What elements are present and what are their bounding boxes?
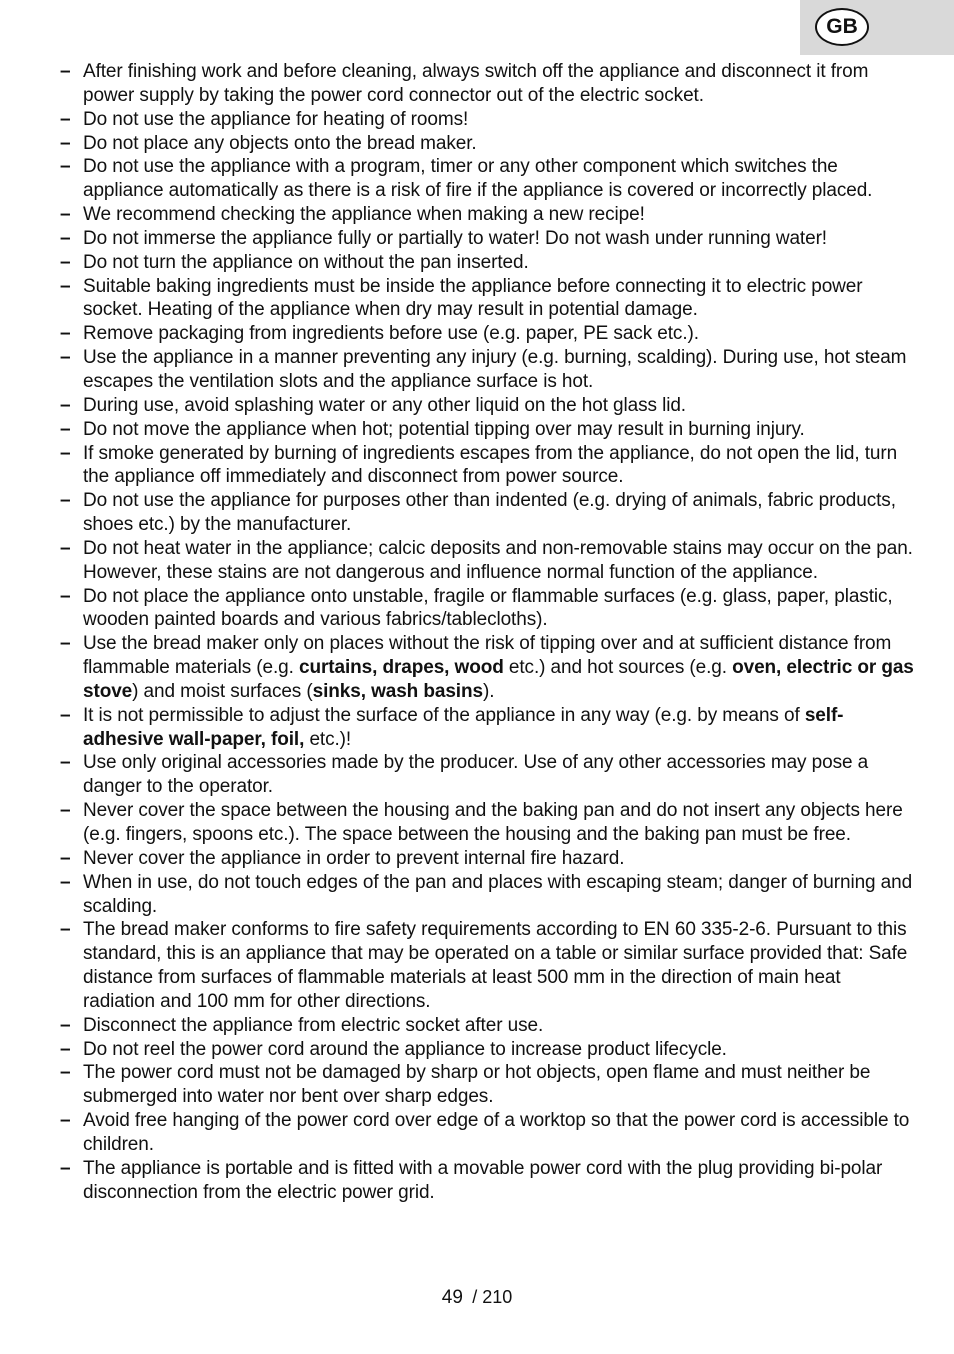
- bullet-dash: –: [60, 704, 71, 726]
- bold-text: curtains, drapes, wood: [298, 657, 504, 679]
- list-item: [60, 60, 916, 108]
- list-item: [60, 1061, 916, 1109]
- list-item: [60, 1014, 916, 1038]
- bullet-dash: –: [60, 1157, 71, 1179]
- item-text: Do not reel the power cord around the appliance to increase product lifecycle.: [83, 1038, 727, 1060]
- page-number: [0, 1285, 954, 1310]
- bullet-dash: –: [60, 537, 71, 559]
- list-item: [60, 418, 916, 442]
- total-pages: / 210: [472, 1287, 513, 1307]
- bullet-dash: –: [60, 1014, 71, 1036]
- list-item: [60, 871, 916, 919]
- item-text: After finishing work and before cleaning, always switch off the appliance and disconnect it from power supply by taking the power cord connector out of the electric socket.: [83, 61, 869, 106]
- list-item: [60, 1157, 916, 1205]
- language-tab: [800, 0, 954, 55]
- bullet-dash: –: [60, 204, 71, 226]
- item-text: Do not place the appliance onto unstable, fragile or flammable surfaces (e.g. glass, paper, plastic, wooden painted boards and various fabrics/tablecloths).: [83, 585, 893, 631]
- item-text: It is not permissible to adjust the surface of the appliance in any way (e.g. by means of: [83, 704, 805, 726]
- list-item: [60, 227, 916, 251]
- bold-text: oven, electric or gas stove: [83, 657, 914, 702]
- bullet-dash: –: [60, 156, 71, 178]
- list-item: [60, 155, 916, 203]
- language-badge: GB: [815, 8, 869, 46]
- item-text: Avoid free hanging of the power cord over edge of a worktop so that the power cord is accessible to children.: [83, 1110, 910, 1155]
- list-item: [60, 108, 916, 132]
- bullet-dash: –: [60, 442, 71, 464]
- bullet-dash: –: [60, 275, 71, 297]
- item-text: Do not heat water in the appliance; calcic deposits and non-removable stains may occur on the pan. However, these stains are not dangerous and influence normal function of the appliance.: [83, 537, 913, 583]
- item-text: Disconnect the appliance from electric socket after use.: [83, 1014, 544, 1036]
- bold-text: self-adhesive wall-paper, foil,: [83, 704, 844, 750]
- list-item: [60, 751, 916, 799]
- item-text: Do not turn the appliance on without the pan inserted.: [83, 251, 529, 273]
- bullet-dash: –: [60, 61, 71, 82]
- item-text: etc.)!: [304, 728, 352, 750]
- bullet-dash: –: [60, 919, 71, 941]
- bullet-dash: –: [60, 418, 71, 440]
- item-text: When in use, do not touch edges of the pan and places with escaping steam; danger of burning and scalding.: [83, 871, 913, 917]
- safety-instructions-list: [60, 60, 916, 1205]
- item-text: ) and moist surfaces (: [132, 680, 313, 702]
- bullet-dash: –: [60, 394, 71, 416]
- bullet-dash: –: [60, 1062, 71, 1084]
- list-item: [60, 346, 916, 394]
- bold-text: sinks, wash basins: [312, 680, 483, 702]
- list-item: [60, 704, 916, 752]
- item-text: Do not immerse the appliance fully or partially to water! Do not wash under running water!: [83, 227, 827, 249]
- item-text: Never cover the space between the housing and the baking pan and do not insert any objects here (e.g. fingers, spoons etc.). The space between the housing and the baking pan must be free.: [83, 800, 903, 845]
- list-item: [60, 442, 916, 490]
- list-item: [60, 275, 916, 323]
- bullet-dash: –: [60, 871, 71, 893]
- bullet-dash: –: [60, 323, 71, 345]
- bullet-dash: –: [60, 1038, 71, 1060]
- list-item: [60, 537, 916, 585]
- item-text: Suitable baking ingredients must be inside the appliance before connecting it to electric power socket. Heating of the appliance when dry may result in potential damage.: [83, 275, 863, 321]
- item-text: Do not place any objects onto the bread maker.: [83, 132, 477, 154]
- bullet-dash: –: [60, 800, 71, 822]
- item-text: etc.) and hot sources (e.g.: [503, 657, 733, 679]
- current-page: 49: [441, 1287, 463, 1308]
- bullet-dash: –: [60, 490, 71, 512]
- list-item: [60, 1109, 916, 1157]
- item-text: If smoke generated by burning of ingredients escapes from the appliance, do not open the lid, turn the appliance off immediately and disconnect from power source.: [83, 442, 898, 488]
- bullet-dash: –: [60, 251, 71, 273]
- item-text: Do not move the appliance when hot; potential tipping over may result in burning injury.: [83, 418, 805, 440]
- bullet-dash: –: [60, 132, 71, 154]
- list-item: [60, 799, 916, 847]
- item-text: Do not use the appliance for heating of rooms!: [83, 108, 469, 130]
- item-text: ).: [482, 680, 495, 702]
- bullet-dash: –: [60, 227, 71, 249]
- bullet-dash: –: [60, 752, 71, 774]
- bullet-dash: –: [60, 585, 71, 607]
- list-item: [60, 322, 916, 346]
- bullet-dash: –: [60, 1110, 71, 1132]
- bullet-dash: –: [60, 108, 71, 130]
- bullet-dash: –: [60, 847, 71, 869]
- list-item: [60, 918, 916, 1013]
- list-item: [60, 1038, 916, 1062]
- bullet-dash: –: [60, 347, 71, 369]
- item-text: Do not use the appliance for purposes other than indented (e.g. drying of animals, fabric products, shoes etc.) by the manufacturer.: [83, 490, 896, 536]
- item-text: During use, avoid splashing water or any other liquid on the hot glass lid.: [83, 394, 686, 416]
- list-item: [60, 489, 916, 537]
- bullet-dash: –: [60, 633, 71, 655]
- list-item: [60, 251, 916, 275]
- list-item: [60, 394, 916, 418]
- item-text: We recommend checking the appliance when making a new recipe!: [83, 204, 645, 226]
- item-text: The appliance is portable and is fitted with a movable power cord with the plug providing bi-polar disconnection from the electric power grid.: [83, 1157, 883, 1203]
- list-item: [60, 132, 916, 156]
- item-text: The bread maker conforms to fire safety requirements according to EN 60 335-2-6. Pursuant to this standard, this is an appliance that may be operated on a table or similar surface provided that: Safe distance from surfaces of flammable materials at least 500 mm in the direction of main heat radiation and 100 mm for other directions.: [83, 919, 908, 1012]
- list-item: [60, 585, 916, 633]
- item-text: The power cord must not be damaged by sharp or hot objects, open flame and must neither be submerged into water nor bent over sharp edges.: [83, 1062, 871, 1108]
- list-item: [60, 632, 916, 704]
- item-text: Do not use the appliance with a program, timer or any other component which switches the appliance automatically as there is a risk of fire if the appliance is covered or incorrectly placed.: [83, 156, 873, 202]
- item-text: Use the bread maker only on places without the risk of tipping over and at sufficient distance from flammable materials (e.g.: [83, 633, 892, 679]
- item-text: Use only original accessories made by the producer. Use of any other accessories may pose a danger to the operator.: [83, 752, 869, 798]
- item-text: Use the appliance in a manner preventing any injury (e.g. burning, scalding). During use, hot steam escapes the ventilation slots and the appliance surface is hot.: [83, 347, 907, 392]
- item-text: Never cover the appliance in order to prevent internal fire hazard.: [83, 847, 625, 869]
- list-item: [60, 203, 916, 227]
- item-text: Remove packaging from ingredients before use (e.g. paper, PE sack etc.).: [83, 323, 699, 345]
- list-item: [60, 847, 916, 871]
